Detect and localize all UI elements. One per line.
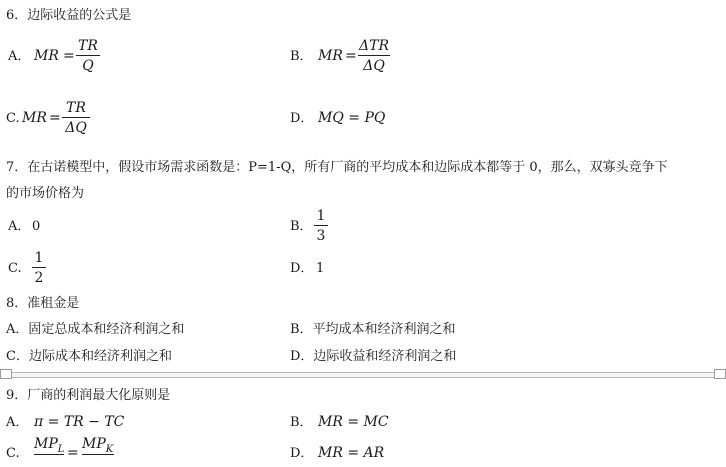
q6-option-a-fraction	[76, 38, 100, 74]
q6-option-c-fraction	[62, 100, 90, 136]
q6-title: 6．边际收益的公式是	[6, 8, 132, 23]
q6-option-b-eq: =	[345, 48, 357, 64]
q6-option-b-lhs: MR	[318, 48, 343, 64]
q8-option-b: B．平均成本和经济利润之和	[290, 322, 456, 337]
q6-option-a-lhs: MR	[34, 48, 59, 64]
q7-option-b-numerator: 1	[316, 208, 326, 224]
q6-option-b-fraction	[358, 38, 390, 74]
q9-option-c-mp-l: MP	[34, 436, 58, 452]
q9-option-c-mp-k: MP	[82, 436, 106, 452]
page-break-left-marker	[0, 369, 12, 379]
q6-option-a-numerator: TR	[78, 38, 98, 54]
q8-option-d: D．边际收益和经济利润之和	[290, 349, 457, 364]
q6-option-c-denominator: ΔQ	[65, 120, 87, 136]
q8-title: 8．准租金是	[6, 296, 80, 311]
q7-option-b-denominator: 3	[316, 228, 326, 244]
q8-option-a: A．固定总成本和经济利润之和	[6, 322, 185, 337]
q9-option-d-expr: MR = AR	[318, 445, 385, 461]
q6-option-a-eq: =	[63, 48, 75, 64]
q7-option-a-label: A．	[8, 219, 31, 234]
q9-title: 9．厂商的利润最大化原则是	[6, 388, 171, 403]
q9-option-c-sub-l: L	[57, 443, 65, 455]
q9-option-c-bar-right	[82, 454, 114, 455]
q7-option-c-denominator: 2	[34, 270, 44, 286]
q6-option-d-label: D．	[290, 111, 314, 126]
q7-option-b-bar	[314, 225, 328, 226]
page-break-separator	[0, 372, 726, 378]
q7-option-c-fraction	[32, 250, 46, 286]
q7-option-c-bar	[32, 267, 46, 268]
q6-option-b-label: B．	[290, 49, 313, 64]
q9-option-d-label: D．	[290, 446, 314, 461]
q9-option-c-label: C.	[6, 446, 20, 461]
q9-option-c-sub-k: K	[105, 443, 114, 455]
q9-option-a-expr: π = TR − TC	[34, 414, 125, 430]
q9-option-c-eq: =	[67, 445, 79, 461]
q6-option-c-lhs: MR	[22, 110, 47, 126]
q7-title-line1: 7．在古诺模型中，假设市场需求函数是：P=1-Q，所有厂商的平均成本和边际成本都等于 0，那么，双寡头竞争下	[6, 160, 668, 175]
q6-option-b-numerator: ΔTR	[359, 38, 389, 54]
q6-option-c-numerator: TR	[66, 100, 86, 116]
q6-option-c-eq: =	[49, 110, 61, 126]
q6-option-b-denominator: ΔQ	[363, 58, 385, 74]
q7-option-d-value: 1	[316, 261, 325, 276]
q7-title-line2: 的市场价格为	[6, 186, 85, 201]
q6-option-a-label: A．	[8, 49, 31, 64]
q9-option-a-label: A．	[6, 415, 29, 430]
q7-option-c-numerator: 1	[34, 250, 44, 266]
q6-option-c-label: C.	[6, 111, 20, 126]
q6-option-a-bar	[76, 55, 100, 56]
page-break-right-marker	[714, 369, 726, 379]
q6-option-a-denominator: Q	[82, 58, 94, 74]
q7-option-b-fraction	[314, 208, 328, 244]
q7-option-c-label: C.	[8, 261, 22, 276]
q9-option-c-bar-left	[34, 454, 64, 455]
q7-option-d-label: D．	[290, 261, 314, 276]
q9-option-b-label: B．	[290, 415, 313, 430]
q7-option-b-label: B．	[290, 219, 313, 234]
q6-option-c-bar	[62, 117, 90, 118]
q6-option-b-bar	[358, 55, 390, 56]
q9-option-b-expr: MR = MC	[318, 414, 389, 430]
q8-option-c: C．边际成本和经济利润之和	[6, 349, 172, 364]
q6-option-d-expr: MQ = PQ	[318, 110, 386, 126]
q7-option-a-value: 0	[32, 219, 41, 234]
